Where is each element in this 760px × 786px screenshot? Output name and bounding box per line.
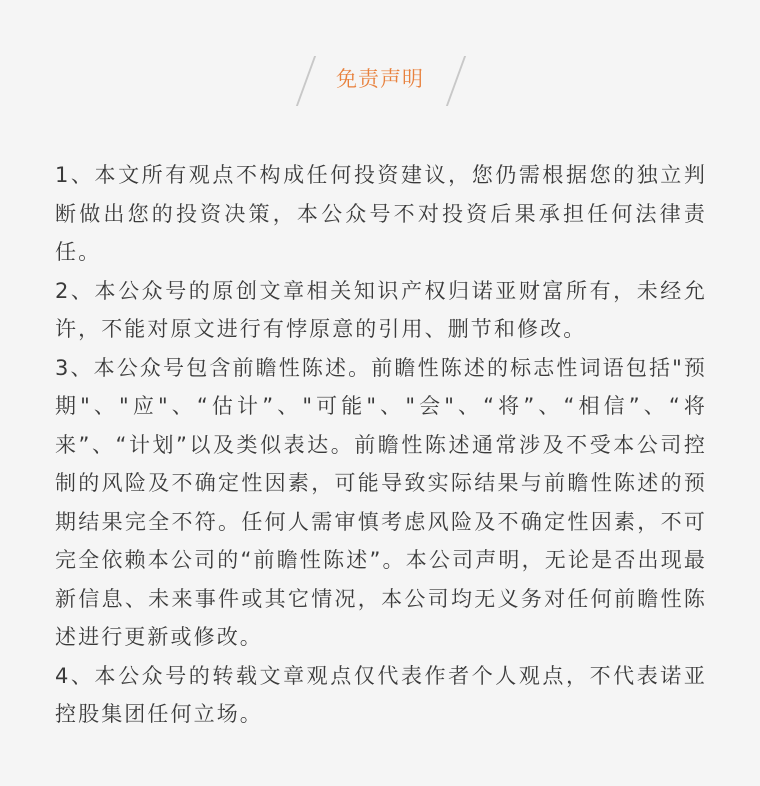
disclaimer-item-1: 1、本文所有观点不构成任何投资建议，您仍需根据您的独立判断做出您的投资决策，本公众号不对投资后果承担任何法律责任。 <box>55 163 707 264</box>
disclaimer-header <box>0 52 760 108</box>
disclaimer-item-2: 2、本公众号的原创文章相关知识产权归诺亚财富所有，未经允许，不能对原文进行有悖原意的引用、删节和修改。 <box>55 278 707 341</box>
disclaimer-item-3: 3、本公众号包含前瞻性陈述。前瞻性陈述的标志性词语包括"预期"、"应"、“估计”、"可能"、"会"、“将”、“相信”、“将来”、“计划”以及类似表达。前瞻性陈述通常涉及不受本公司控制的风险及不确定性因素，可能导致实际结果与前瞻性陈述的预期结果完全不符。任何人需审慎考虑风险及不确定性因素，不可完全依赖本公司的“前瞻性陈述”。本公司声明，无论是否出现最新信息、未来事件或其它情况，本公司均无义务对任何前瞻性陈述进行更新或修改。 <box>55 355 707 649</box>
disclaimer-body <box>55 156 707 734</box>
disclaimer-title: 免责声明 <box>336 67 424 91</box>
disclaimer-item-4: 4、本公众号的转载文章观点仅代表作者个人观点，不代表诺亚控股集团任何立场。 <box>55 663 707 726</box>
